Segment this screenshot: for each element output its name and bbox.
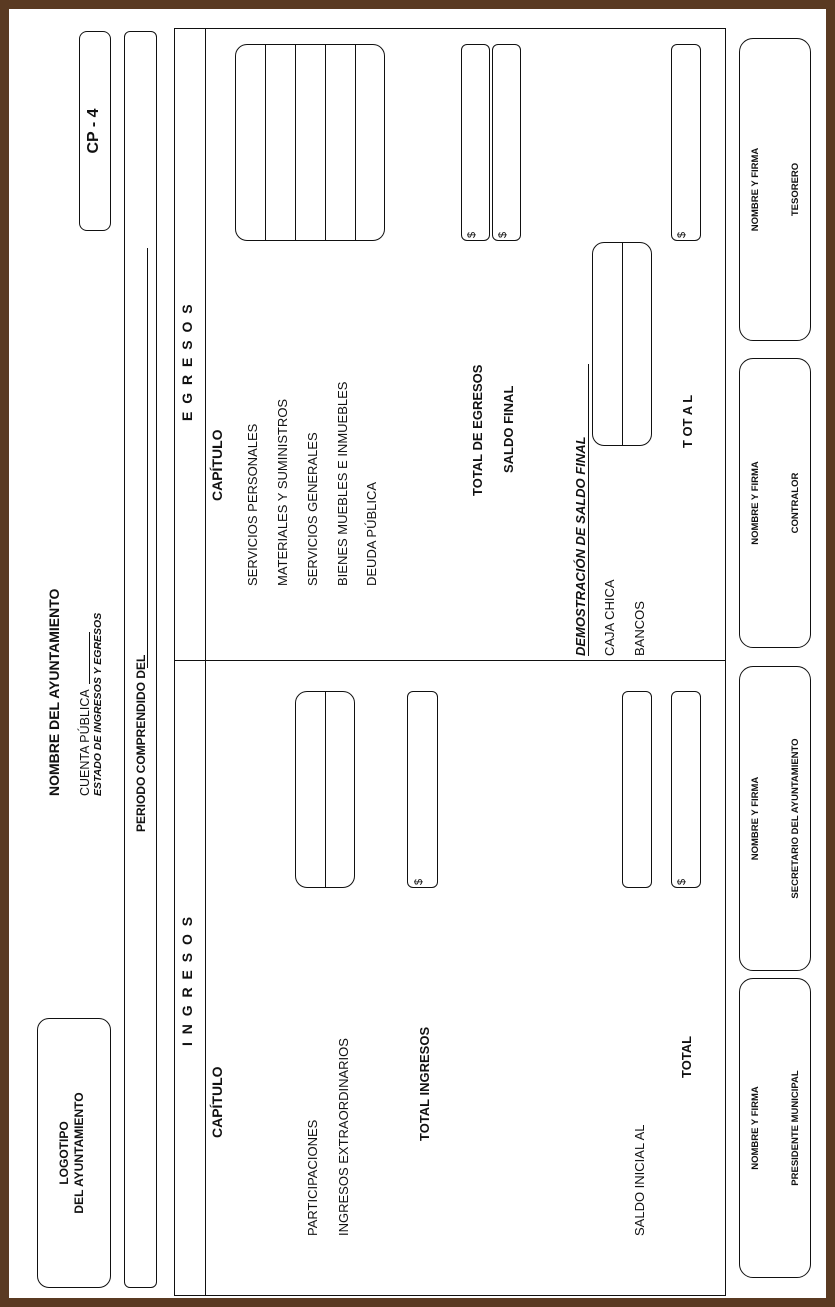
ingresos-heading: I N G R E S O S <box>179 914 195 1046</box>
total-egresos-box <box>461 44 490 241</box>
saldo-final-currency: $ <box>497 231 509 238</box>
egresos-heading: E G R E S O S <box>179 302 195 421</box>
ingresos-total-currency: $ <box>676 878 688 885</box>
egresos-item-4: BIENES MUEBLES E INMUEBLES <box>335 381 350 586</box>
section-divider <box>174 660 726 661</box>
ingresos-amount-divider <box>325 691 326 888</box>
logo-line2: DEL AYUNTAMIENTO <box>72 1092 86 1214</box>
egresos-amount-divider-1 <box>265 44 266 241</box>
signature-role-2: SECRETARIO DEL AYUNTAMIENTO <box>790 738 801 899</box>
total-ingresos-currency: $ <box>413 878 425 885</box>
ingresos-total-label: TOTAL <box>679 1035 694 1078</box>
egresos-item-5: DEUDA PÚBLICA <box>364 481 379 586</box>
egresos-amount-divider-3 <box>325 44 326 241</box>
subtitle-underline <box>89 632 90 684</box>
cuenta-publica-label: CUENTA PÚBLICA <box>78 689 92 796</box>
saldo-final-label: SALDO FINAL <box>501 385 516 473</box>
egresos-item-3: SERVICIOS GENERALES <box>305 432 320 586</box>
saldo-final-box <box>492 44 521 241</box>
page-title: NOMBRE DEL AYUNTAMIENTO <box>46 588 62 796</box>
ingresos-total-box <box>671 691 701 888</box>
signature-label-1: NOMBRE Y FIRMA <box>750 1086 761 1170</box>
egresos-total-currency: $ <box>676 231 688 238</box>
total-egresos-currency: $ <box>466 231 478 238</box>
egresos-amount-divider-2 <box>295 44 296 241</box>
form-code: CP - 4 <box>85 108 102 154</box>
report-title: ESTADO DE INGRESOS Y EGRESOS <box>92 612 104 796</box>
total-ingresos-box <box>407 691 438 888</box>
period-underline <box>147 248 148 668</box>
egresos-total-box <box>671 44 701 241</box>
demostracion-underline <box>588 364 589 656</box>
signature-role-3: CONTRALOR <box>790 472 801 534</box>
egresos-amount-box <box>235 44 385 241</box>
logo-line1: LOGOTIPO <box>57 1121 71 1185</box>
signature-role-1: PRESIDENTE MUNICIPAL <box>790 1070 801 1186</box>
period-label: PERIODO COMPRENDIDO DEL <box>134 654 148 832</box>
egresos-item-2: MATERIALES Y SUMINISTROS <box>275 398 290 586</box>
capitulo-row-divider <box>205 28 206 1296</box>
signature-label-3: NOMBRE Y FIRMA <box>750 461 761 545</box>
signature-role-4: TESORERO <box>790 162 801 217</box>
egresos-item-1: SERVICIOS PERSONALES <box>245 423 260 586</box>
saldo-inicial-label: SALDO INICIAL AL <box>632 1124 647 1236</box>
demo-item-bancos: BANCOS <box>632 601 647 656</box>
demo-amount-divider <box>622 242 623 446</box>
egresos-capitulo: CAPÍTULO <box>209 429 225 501</box>
ingresos-capitulo: CAPÍTULO <box>209 1066 225 1138</box>
saldo-inicial-box <box>622 691 652 888</box>
total-ingresos-label: TOTAL INGRESOS <box>417 1026 432 1141</box>
egresos-total-label: T OT A L <box>680 394 695 448</box>
total-egresos-label: TOTAL DE EGRESOS <box>470 364 485 496</box>
signature-label-2: NOMBRE Y FIRMA <box>750 776 761 861</box>
ingresos-item-1: PARTICIPACIONES <box>305 1119 320 1236</box>
egresos-amount-divider-4 <box>355 44 356 241</box>
demo-item-caja: CAJA CHICA <box>602 579 617 656</box>
rotated-form <box>9 9 835 1307</box>
ingresos-item-2: INGRESOS EXTRAORDINARIOS <box>336 1038 351 1236</box>
demostracion-title: DEMOSTRACIÓN DE SALDO FINAL <box>573 436 588 656</box>
signature-label-4: NOMBRE Y FIRMA <box>750 147 761 232</box>
